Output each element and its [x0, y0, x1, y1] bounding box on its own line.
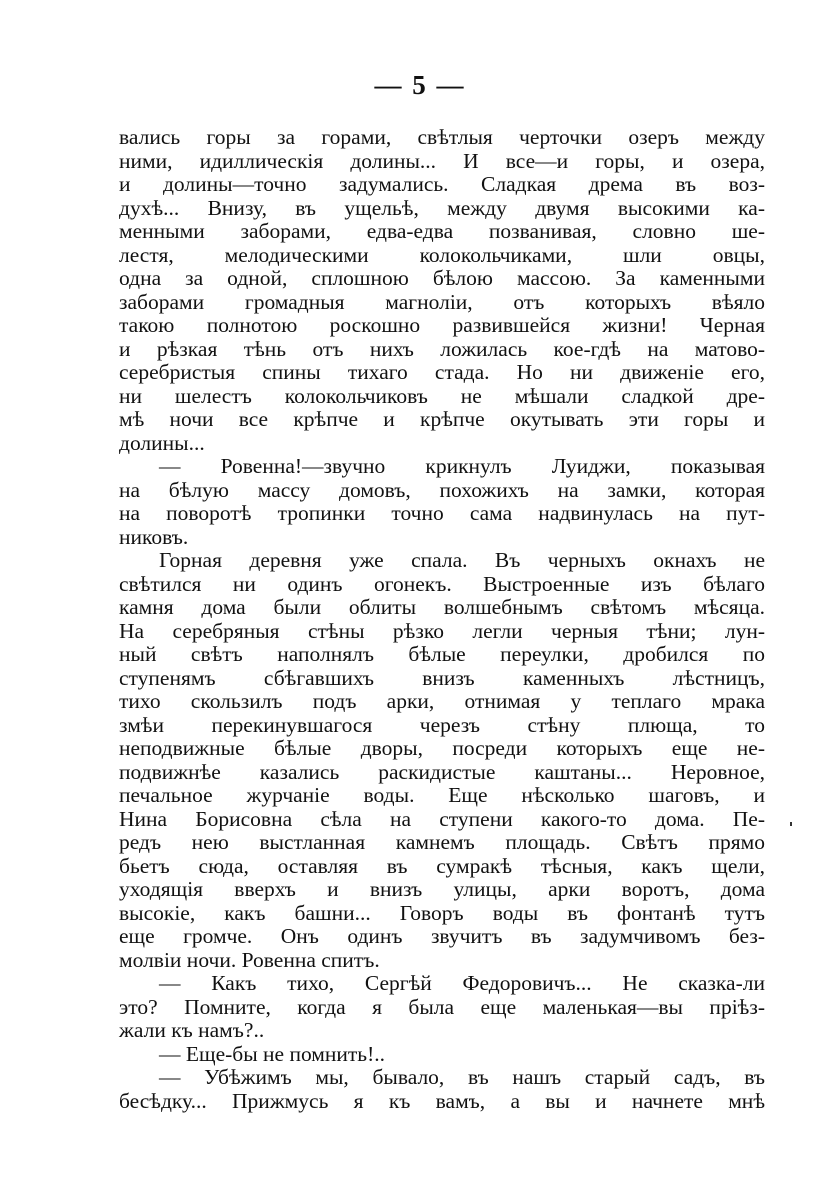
text-line: Горная деревня уже спала. Въ черныхъ окнахъ не: [159, 548, 765, 572]
text-line: печальное журчаніе воды. Еще нѣсколько шаговъ, и: [119, 783, 765, 807]
text-line: серебристыя спины тихаго стада. Но ни движеніе его,: [119, 360, 765, 384]
text-line: — Какъ тихо, Сергѣй Федоровичъ... Не сказка-ли: [159, 971, 765, 995]
text-line: — Еще-бы не помнить!..: [159, 1041, 386, 1066]
text-line: высокіе, какъ башни... Говоръ воды въ фонтанѣ тутъ: [119, 900, 765, 925]
text-line: молвіи ночи. Ровенна спитъ.: [119, 947, 380, 972]
text-line: еще громче. Онъ одинъ звучитъ въ задумчивомъ без-: [119, 924, 765, 948]
text-line: никовъ.: [119, 524, 189, 549]
text-line: менными заборами, едва-едва позванивая, словно ше-: [119, 219, 765, 243]
text-line: ними, идиллическія долины... И все—и горы, и озера,: [119, 148, 765, 173]
text-line: заборами громадныя магноліи, отъ которыхъ вѣяло: [119, 289, 765, 314]
text-line: вались горы за горами, свѣтлыя черточки озеръ между: [119, 125, 765, 149]
text-line: подвижнѣе казались раскидистые каштаны... Неровное,: [119, 759, 765, 784]
text-line: ступенямъ сбѣгавшихъ внизъ каменныхъ лѣстницъ,: [119, 665, 765, 690]
text-line: Нина Борисовна сѣла на ступени какого-то дома. Пе-: [119, 806, 765, 831]
text-line: редъ нею выстланная камнемъ площадь. Свѣтъ прямо: [119, 830, 765, 854]
text-line: духѣ... Внизу, въ ущельѣ, между двумя высокими ка-: [119, 195, 765, 220]
text-line: долины...: [119, 430, 205, 455]
text-line: лестя, мелодическими колокольчиками, шли овцы,: [119, 242, 765, 267]
body-text: [119, 126, 765, 1113]
text-line: неподвижные бѣлые дворы, посреди которыхъ еще не-: [119, 736, 765, 760]
text-line: камня дома были облиты волшебнымъ свѣтомъ мѣсяца.: [119, 595, 765, 619]
text-line: ни шелестъ колокольчиковъ не мѣшали сладкой дре-: [119, 383, 765, 408]
text-line: — Ровенна!—звучно крикнулъ Луиджи, показывая: [159, 454, 765, 478]
text-line: на бѣлую массу домовъ, похожихъ на замки, которая: [119, 477, 765, 502]
text-line: на поворотѣ тропинки точно сама надвинулась на пут-: [119, 501, 765, 525]
text-line: это? Помните, когда я была еще маленькая—вы пріѣз-: [119, 994, 765, 1019]
text-line: одна за одной, сплошною бѣлою массою. За каменными: [119, 266, 765, 290]
text-line: змѣи перекинувшагося черезъ стѣну плюща, то: [119, 712, 765, 737]
text-line: уходящія вверхъ и внизъ улицы, арки воротъ, дома: [119, 877, 765, 901]
text-line: свѣтился ни одинъ огонекъ. Выстроенные изъ бѣлаго: [119, 571, 765, 596]
text-line: жали къ намъ?..: [119, 1018, 265, 1042]
text-line: и долины—точно задумались. Сладкая дрема въ воз-: [119, 172, 765, 196]
text-line: тихо скользилъ подъ арки, отнимая у теплаго мрака: [119, 689, 765, 713]
text-line: На серебряныя стѣны рѣзко легли черныя тѣни; лун-: [119, 618, 765, 643]
text-line: бьетъ сюда, оставляя въ сумракѣ тѣсныя, какъ щели,: [119, 853, 765, 878]
text-line: — Убѣжимъ мы, бывало, въ нашъ старый садъ, въ: [159, 1065, 765, 1089]
text-line: такою полнотою роскошно развившейся жизни! Черная: [119, 313, 765, 337]
text-line: бесѣдку... Прижмусь я къ вамъ, а вы и начнете мнѣ: [119, 1088, 765, 1113]
text-line: мѣ ночи все крѣпче и крѣпче окутывать эти горы и: [119, 407, 765, 431]
text-line: и рѣзкая тѣнь отъ нихъ ложилась кое-гдѣ на матово-: [119, 336, 765, 361]
page-number: — 5 —: [374, 70, 466, 100]
text-line: ный свѣтъ наполнялъ бѣлые переулки, дробился по: [119, 642, 765, 666]
print-speck: [790, 822, 792, 826]
